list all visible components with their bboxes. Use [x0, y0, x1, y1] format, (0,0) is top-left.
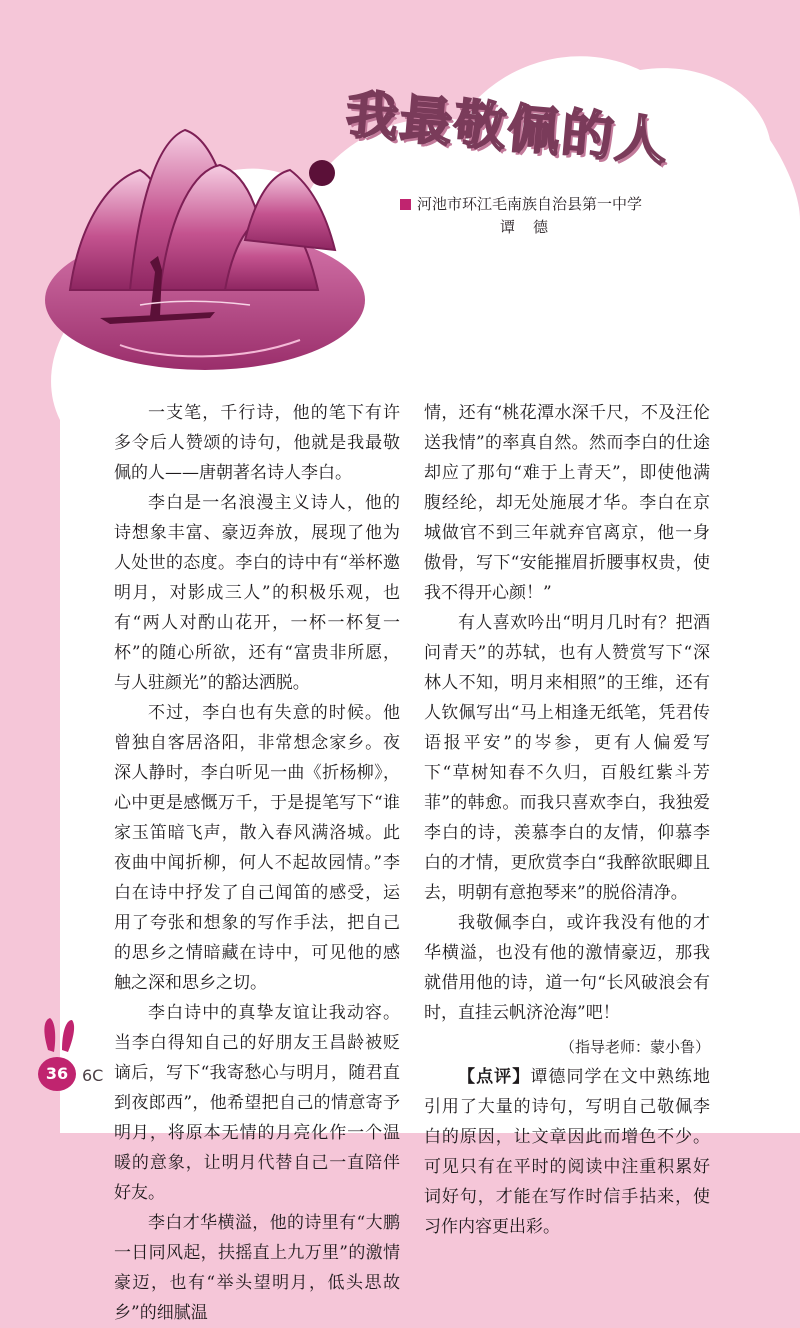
paragraph: 有人喜欢吟出“明月几时有？把酒问青天”的苏轼，也有人赞赏写下“深林人不知，明月来相照”的王维，还有人钦佩写出“马上相逢无纸笔，凭君传语报平安”的岑参，更有人偏爱写下“草树知春不久归，百般红紫斗芳菲”的韩愈。而我只喜欢李白，我独爱李白的诗，羡慕李白的友情，仰慕李白的才情，更欣赏李白“我醉欲眠卿且去，明朝有意抱琴来”的脱俗清净。: [424, 613, 710, 903]
article-left-column: [114, 398, 400, 1328]
paragraph: 我敬佩李白，或许我没有他的才华横溢，也没有他的激情豪迈，那我就借用他的诗，道一句“长风破浪会有时，直挂云帆济沧海”吧！: [424, 913, 710, 1023]
school-name: 河池市环江毛南族自治县第一中学: [417, 195, 643, 213]
school-line: [400, 193, 730, 214]
paragraph: 一支笔，千行诗，他的笔下有许多令后人赞颂的诗句，他就是我最敬佩的人——唐朝著名诗人李白。: [114, 403, 400, 483]
page-code: 6C: [82, 1066, 104, 1085]
title-area: [343, 72, 710, 173]
review-label: 【点评】: [458, 1067, 531, 1087]
article-right-column: [424, 398, 710, 1242]
paragraph: 李白是一名浪漫主义诗人，他的诗想象丰富、豪迈奔放，展现了他为人处世的态度。李白的诗中有“举杯邀明月，对影成三人”的积极乐观，也有“两人对酌山花开，一杯一杯复一杯”的随心所欲，还有“富贵非所愿，与人驻颜光”的豁达洒脱。: [114, 493, 400, 693]
teacher-signature: （指导老师：蒙小鲁）: [559, 1038, 710, 1056]
paragraph: 不过，李白也有失意的时候。他曾独自客居洛阳，非常想念家乡。夜深人静时，李白听见一曲《折杨柳》，心中更是感慨万千，于是提笔写下“谁家玉笛暗飞声，散入春风满洛城。此夜曲中闻折柳，何人不起故园情。”李白在诗中抒发了自己闻笛的感受，运用了夸张和想象的写作手法，把自己的思乡之情暗藏在诗中，可见他的感触之深和思乡之切。: [114, 703, 400, 993]
paragraph-continuation: 情，还有“桃花潭水深千尺，不及汪伦送我情”的率真自然。然而李白的仕途却应了那句“难于上青天”，即使他满腹经纶，却无处施展才华。李白在京城做官不到三年就弃官离京，他一身傲骨，写下“安能摧眉折腰事权贵，使我不得开心颜！”: [424, 403, 710, 603]
review-text: 谭德同学在文中熟练地引用了大量的诗句，写明自己敬佩李白的原因，让文章因此而增色不少。可见只有在平时的阅读中注重积累好词好句，才能在写作时信手拈来，使习作内容更出彩。: [424, 1067, 711, 1237]
paragraph: 李白诗中的真挚友谊让我动容。当李白得知自己的好朋友王昌龄被贬谪后，写下“我寄愁心与明月，随君直到夜郎西”，他希望把自己的情意寄予明月，将原本无情的月亮化作一个温暖的意象，让明月代替自己一直陪伴好友。: [114, 1003, 400, 1203]
page-number: 36: [45, 1064, 69, 1083]
paragraph: 李白才华横溢，他的诗里有“大鹏一日同风起，扶摇直上九万里”的激情豪迈，也有“举头望明月，低头思故乡”的细腻温: [114, 1213, 400, 1323]
review-paragraph: [424, 1062, 710, 1242]
author-name: 谭德: [500, 218, 567, 236]
bullet-square-icon: [400, 199, 411, 210]
page-title: 我最敬佩的人: [343, 84, 672, 173]
